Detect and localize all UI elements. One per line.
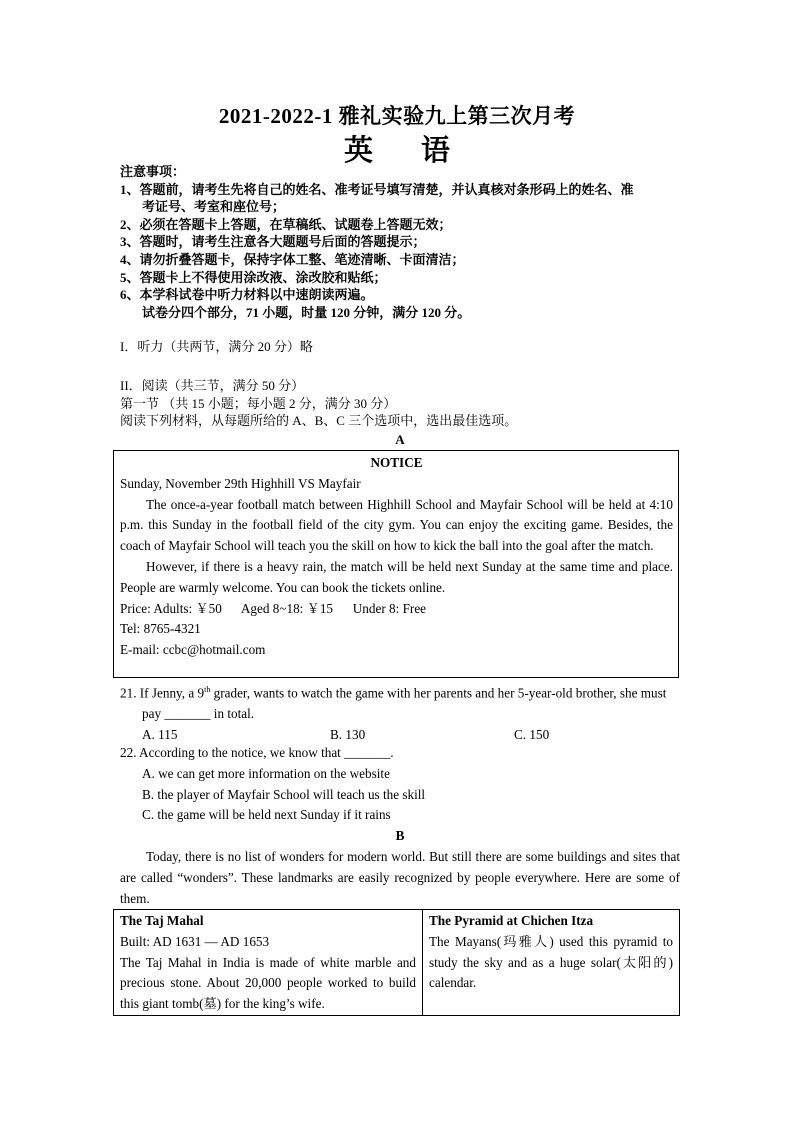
subject-char-2: 语 (421, 135, 451, 167)
option-22-a[interactable]: A. we can get more information on the website (142, 765, 390, 781)
wonder-taj-title: The Taj Mahal (120, 913, 204, 928)
wonder-taj-text: The Taj Mahal in India is made of white marble and precious stone. About 20,000 people worked to build this giant tomb(墓) for the king’s wife. (120, 954, 416, 1012)
notes-item-1-cont: 考证号、考室和座位号； (142, 199, 286, 215)
option-22-c[interactable]: C. the game will be held next Sunday if it rains (142, 807, 391, 823)
wonder-pyramid-text: The Mayans(玛雅人) used this pyramid to study the sky and as a huge solar(太阳的) calendar. (429, 933, 673, 991)
wonders-table (113, 909, 680, 1016)
notice-email: E-mail: ccbc@hotmail.com (120, 642, 266, 658)
passage-a-label: A (395, 432, 405, 447)
notice-date: Sunday, November 29th Highhill VS Mayfair (120, 475, 361, 491)
notes-item-6: 6、本学科试卷中听力材料以中速朗读两遍。 (120, 287, 374, 303)
reading-heading: II．阅读（共三节，满分 50 分） (120, 378, 305, 393)
question-22 (120, 743, 680, 826)
notice-box (113, 450, 679, 678)
question-21-stem-a: 21. If Jenny, a 9 (120, 685, 205, 701)
wonder-cell-pyramid (423, 910, 680, 1016)
option-21-b[interactable]: B. 130 (330, 726, 366, 742)
question-21-sup: th (204, 685, 211, 694)
notes-item-2: 2、必须在答题卡上答题，在草稿纸、试题卷上答题无效； (120, 216, 452, 232)
notice-para-2: However, if there is a heavy rain, the match will be held next Sunday at the same time and place. People are warmly welcome. You can book the tickets online. (120, 558, 673, 595)
question-22-stem: 22. According to the notice, we know that _______. (120, 745, 394, 760)
wonders-row (114, 910, 680, 1016)
notes-item-4: 4、请勿折叠答题卡，保持字体工整、笔迹清晰、卡面清洁； (120, 251, 465, 267)
question-21 (120, 680, 680, 746)
passage-b-label: B (395, 828, 405, 843)
notice-title: NOTICE (370, 455, 423, 470)
reading-part: 第一节 （共 15 小题；每小题 2 分，满分 30 分） (120, 395, 397, 411)
wonder-pyramid-title: The Pyramid at Chichen Itza (429, 913, 594, 928)
notice-tel: Tel: 8765-4321 (120, 621, 201, 637)
question-21-stem (120, 680, 680, 725)
notice-para-1: The once-a-year football match between Highhill School and Mayfair School will be held at 4:10 p.m. this Sunday in the football field of the city gym. You can enjoy the exciting game. Besides, the coach of Mayfair School will teach you the skill on how to kick the ball into the goal after the match. (120, 496, 673, 554)
option-21-c[interactable]: C. 150 (514, 726, 550, 742)
passage-b-intro: Today, there is no list of wonders for modern world. But still there are some buildings and sites that are called “wonders”. These landmarks are easily recognized by people everywhere. Here are some of them. (120, 849, 680, 906)
notes-section (120, 163, 680, 321)
notice-price: Price: Adults: ￥50 Aged 8~18: ￥15 Under 8: Free (120, 600, 427, 616)
notes-heading: 注意事项： (120, 164, 186, 179)
notes-summary: 试卷分四个部分，71 小题，时量 120 分钟，满分 120 分。 (142, 304, 471, 320)
section-listening: I．听力（共两节，满分 20 分）略 (120, 339, 313, 354)
subject-char-1: 英 (343, 135, 373, 167)
notes-item-5: 5、答题卡上不得使用涂改液、涂改胶和贴纸； (120, 269, 387, 285)
option-22-b[interactable]: B. the player of Mayfair School will teach us the skill (142, 786, 426, 802)
notes-item-1: 1、答题前，请考生先将自己的姓名、准考证号填写清楚，并认真核对条形码上的姓名、准 (120, 181, 634, 197)
exam-title: 2021-2022-1 雅礼实验九上第三次月考 (218, 104, 576, 128)
passage-b-intro-wrap (120, 847, 680, 909)
reading-instruction: 阅读下列材料，从每题所给的 A、B、C 三个选项中，选出最佳选项。 (120, 413, 518, 429)
question-21-stem-b: grader, wants to watch the game with her parents and her 5-year-old brother, she must pay _______ in total. (142, 685, 667, 722)
section-reading (120, 377, 680, 430)
option-21-a[interactable]: A. 115 (142, 726, 178, 742)
wonder-taj-built: Built: AD 1631 — AD 1653 (120, 933, 270, 949)
wonder-cell-taj (114, 910, 423, 1016)
notes-item-3: 3、答题时，请考生注意各大题题号后面的答题提示； (120, 234, 426, 250)
